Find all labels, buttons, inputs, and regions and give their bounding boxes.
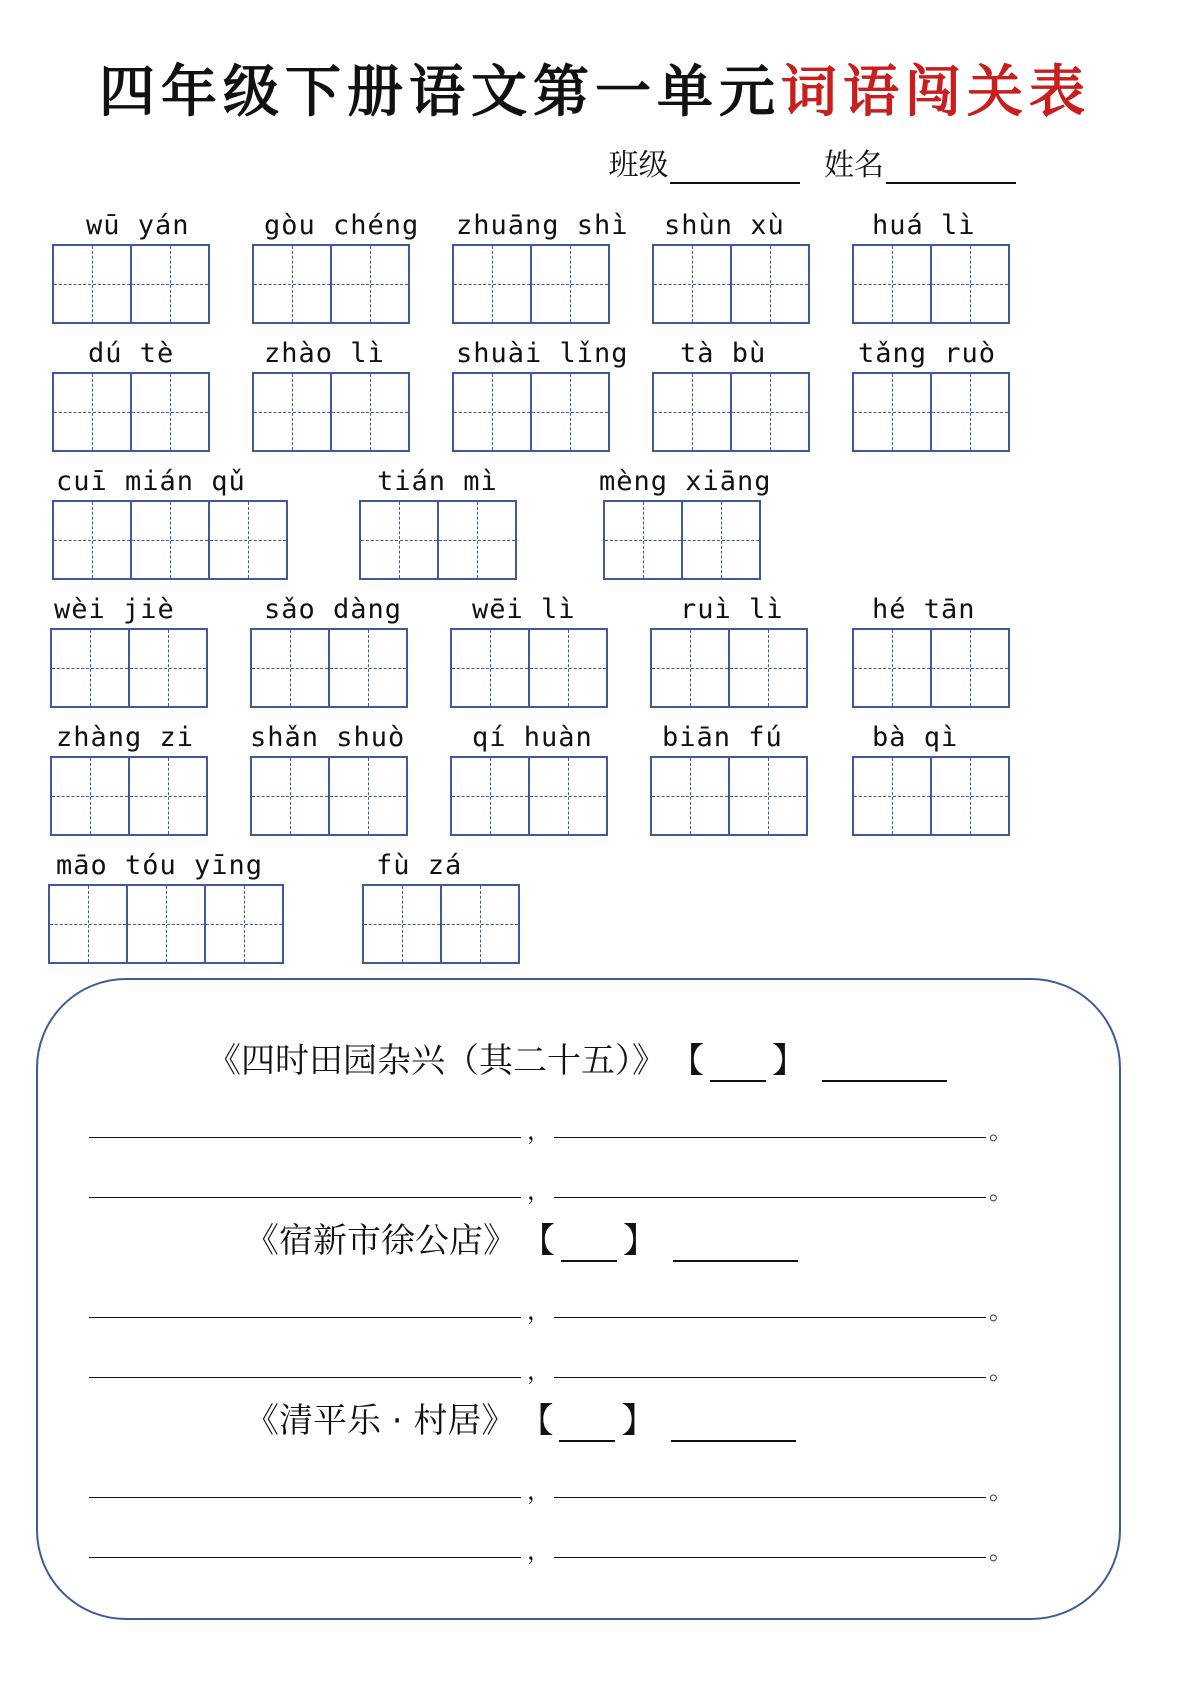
poem-title: 《宿新市徐公店》 [245, 1221, 517, 1261]
char-cell[interactable] [330, 244, 410, 324]
char-cells [652, 372, 808, 452]
char-cell[interactable] [650, 756, 730, 836]
char-cells [52, 244, 208, 324]
char-cell[interactable] [930, 628, 1010, 708]
word-pinyin: cuī mián qǔ [56, 466, 246, 497]
char-cell[interactable] [852, 628, 932, 708]
poem-line [89, 1288, 1013, 1325]
word-pinyin: dú tè [88, 338, 175, 369]
char-cells [450, 756, 606, 836]
word-pinyin: shùn xù [664, 210, 785, 241]
close-bracket: 】 [623, 1221, 657, 1261]
poem-line [89, 1468, 1013, 1505]
poem-line [89, 1108, 1013, 1145]
char-cells [852, 244, 1008, 324]
char-cell[interactable] [126, 884, 206, 964]
dynasty-blank[interactable] [710, 1052, 766, 1082]
word-pinyin: zhuāng shì [456, 210, 629, 241]
word-pinyin: fù zá [376, 850, 463, 881]
char-cell[interactable] [450, 628, 530, 708]
char-cells [450, 628, 606, 708]
char-cells [250, 756, 406, 836]
class-blank[interactable] [670, 156, 800, 184]
char-cells [48, 884, 282, 964]
line-blank[interactable] [89, 1557, 521, 1558]
poem-title-row [245, 1213, 798, 1262]
title-black: 四年级下册语文第一单元 [99, 60, 781, 125]
name-label: 姓名 [824, 148, 884, 183]
char-cells [252, 244, 408, 324]
word-pinyin: tián mì [377, 466, 498, 497]
word-pinyin: hé tān [872, 594, 976, 625]
word-pinyin: sǎo dàng [264, 594, 403, 625]
char-cell[interactable] [652, 244, 732, 324]
char-cells [452, 244, 608, 324]
poem-title-row [207, 1033, 947, 1082]
char-cell[interactable] [930, 244, 1010, 324]
char-cell[interactable] [330, 372, 410, 452]
char-cell[interactable] [528, 628, 608, 708]
char-cell[interactable] [208, 500, 288, 580]
char-cell[interactable] [728, 756, 808, 836]
word-pinyin: wèi jiè [54, 594, 175, 625]
period: 。 [989, 1177, 1013, 1205]
char-cells [603, 500, 759, 580]
dynasty-blank[interactable] [561, 1232, 617, 1262]
line-blank[interactable] [554, 1557, 986, 1558]
word-pinyin: zhào lì [264, 338, 385, 369]
char-cell[interactable] [728, 628, 808, 708]
char-cell[interactable] [652, 372, 732, 452]
line-blank[interactable] [554, 1377, 986, 1378]
title-red: 词语闯关表 [781, 60, 1091, 125]
char-cell[interactable] [852, 244, 932, 324]
open-bracket: 【 [519, 1401, 554, 1441]
char-cell[interactable] [128, 756, 208, 836]
word-pinyin: gòu chéng [264, 210, 420, 241]
char-cell[interactable] [528, 756, 608, 836]
char-cells [852, 756, 1008, 836]
char-cell[interactable] [252, 372, 332, 452]
comma: ， [527, 1177, 551, 1205]
char-cell[interactable] [930, 372, 1010, 452]
char-cell[interactable] [250, 756, 330, 836]
char-cells [452, 372, 608, 452]
page-title [0, 48, 1190, 128]
comma: ， [527, 1297, 551, 1325]
author-blank[interactable] [822, 1052, 947, 1082]
class-label: 班级 [608, 148, 669, 183]
author-blank[interactable] [673, 1232, 798, 1262]
char-cell[interactable] [50, 628, 130, 708]
comma: ， [527, 1117, 551, 1145]
char-cells [652, 244, 808, 324]
comma: ， [527, 1537, 551, 1565]
char-cells [52, 500, 286, 580]
char-cells [52, 372, 208, 452]
char-cell[interactable] [450, 756, 530, 836]
char-cell[interactable] [328, 628, 408, 708]
char-cell[interactable] [359, 500, 439, 580]
word-pinyin: ruì lì [680, 594, 784, 625]
char-cell[interactable] [130, 244, 210, 324]
poem-title-row [245, 1393, 796, 1442]
line-blank[interactable] [89, 1377, 521, 1378]
line-blank[interactable] [554, 1197, 986, 1198]
word-pinyin: qí huàn [472, 722, 593, 753]
char-cell[interactable] [437, 500, 517, 580]
comma: ， [527, 1477, 551, 1505]
char-cell[interactable] [204, 884, 284, 964]
char-cell[interactable] [252, 244, 332, 324]
period: 。 [989, 1357, 1013, 1385]
char-cell[interactable] [48, 884, 128, 964]
word-pinyin: biān fú [662, 722, 783, 753]
word-pinyin: huá lì [872, 210, 976, 241]
author-blank[interactable] [671, 1412, 796, 1442]
close-bracket: 】 [621, 1401, 656, 1441]
char-cells [852, 628, 1008, 708]
word-pinyin: tà bù [680, 338, 767, 369]
line-blank[interactable] [89, 1317, 521, 1318]
char-cell[interactable] [362, 884, 442, 964]
char-cell[interactable] [730, 244, 810, 324]
period: 。 [989, 1537, 1013, 1565]
dynasty-blank[interactable] [559, 1412, 615, 1442]
char-cells [359, 500, 515, 580]
line-blank[interactable] [554, 1497, 986, 1498]
char-cell[interactable] [852, 756, 932, 836]
poem-line [89, 1348, 1013, 1385]
close-bracket: 】 [772, 1041, 806, 1081]
char-cell[interactable] [650, 628, 730, 708]
line-blank[interactable] [554, 1137, 986, 1138]
char-cell[interactable] [452, 372, 532, 452]
student-info [608, 140, 1030, 184]
char-cell[interactable] [530, 372, 610, 452]
char-cell[interactable] [52, 372, 132, 452]
char-cells [252, 372, 408, 452]
poem-title: 《清平乐 · 村居》 [245, 1401, 516, 1441]
char-cell[interactable] [128, 628, 208, 708]
poem-line [89, 1528, 1013, 1565]
line-blank[interactable] [89, 1497, 521, 1498]
char-cell[interactable] [130, 500, 210, 580]
open-bracket: 【 [670, 1041, 704, 1081]
line-blank[interactable] [89, 1197, 521, 1198]
period: 。 [989, 1297, 1013, 1325]
char-cell[interactable] [730, 372, 810, 452]
char-cell[interactable] [440, 884, 520, 964]
word-pinyin: mèng xiāng [599, 466, 772, 497]
char-cell[interactable] [52, 500, 132, 580]
word-pinyin: tǎng ruò [858, 338, 997, 369]
char-cells [250, 628, 406, 708]
word-pinyin: zhàng zi [56, 722, 195, 753]
char-cell[interactable] [250, 628, 330, 708]
word-pinyin: wēi lì [472, 594, 576, 625]
char-cells [650, 628, 806, 708]
char-cells [50, 628, 206, 708]
word-pinyin: shǎn shuò [250, 722, 406, 753]
char-cell[interactable] [50, 756, 130, 836]
period: 。 [989, 1117, 1013, 1145]
char-cells [650, 756, 806, 836]
open-bracket: 【 [521, 1221, 555, 1261]
char-cell[interactable] [452, 244, 532, 324]
line-blank[interactable] [554, 1317, 986, 1318]
char-cells [362, 884, 518, 964]
char-cell[interactable] [852, 372, 932, 452]
char-cell[interactable] [328, 756, 408, 836]
char-cells [852, 372, 1008, 452]
word-pinyin: shuài lǐng [456, 338, 629, 369]
word-pinyin: bà qì [872, 722, 959, 753]
name-blank[interactable] [886, 156, 1016, 184]
char-cells [50, 756, 206, 836]
period: 。 [989, 1477, 1013, 1505]
poem-line [89, 1168, 1013, 1205]
char-cell[interactable] [130, 372, 210, 452]
char-cell[interactable] [52, 244, 132, 324]
word-pinyin: wū yán [86, 210, 190, 241]
char-cell[interactable] [930, 756, 1010, 836]
char-cell[interactable] [603, 500, 683, 580]
char-cell[interactable] [530, 244, 610, 324]
line-blank[interactable] [89, 1137, 521, 1138]
comma: ， [527, 1357, 551, 1385]
poem-title: 《四时田园杂兴（其二十五）》 [207, 1041, 666, 1081]
word-pinyin: māo tóu yīng [56, 850, 264, 881]
char-cell[interactable] [681, 500, 761, 580]
